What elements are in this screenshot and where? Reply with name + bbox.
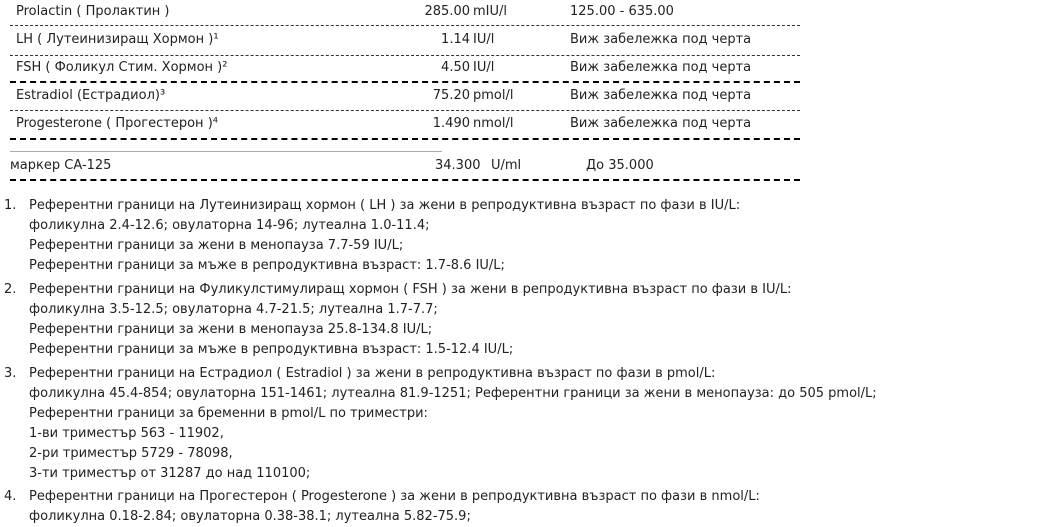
result-row-fsh (10, 56, 800, 84)
footnote-line: Референтни граници на Естрадиол ( Estradiol ) за жени в репродуктивна възраст по фази в pmol/L: (29, 366, 716, 381)
test-value: 75.20 (432, 88, 470, 103)
footnote-line: Референтни граници за мъже в репродуктивна възраст: 1.5-12.4 IU/L; (29, 342, 514, 357)
test-value: 1.14 (441, 32, 470, 47)
footnote-line: Референтни граници за мъже в репродуктивна възраст: 1.7-8.6 IU/L; (29, 258, 505, 273)
test-unit: nmol/l (473, 116, 514, 131)
test-name: FSH ( Фоликул Стим. Хормон )² (16, 60, 228, 75)
footnote-line: 1-ви триместър 563 - 11902, (29, 426, 224, 441)
result-row-ca125 (10, 155, 810, 179)
test-value: 285.00 (424, 4, 470, 19)
test-unit: U/ml (491, 158, 522, 173)
footnote-line: Референтни граници на Фуликулстимулиращ хормон ( FSH ) за жени в репродуктивна възраст по фази в IU/L: (29, 282, 792, 297)
section-divider (10, 179, 800, 181)
footnote-line: 3-ти триместър от 31287 до над 110100; (29, 466, 311, 481)
test-unit: IU/l (473, 60, 495, 75)
footnote-line: Референтни граници за жени в менопауза 7.7-59 IU/L; (29, 238, 404, 253)
footnote-line: фоликулна 3.5-12.5; овулаторна 4.7-21.5; лутеална 1.7-7.7; (29, 302, 438, 317)
test-reference: Виж забележка под черта (570, 88, 752, 103)
footnote-number: 3. (4, 366, 17, 381)
section-divider (10, 81, 800, 83)
test-value: 1.490 (432, 116, 470, 131)
test-unit: mIU/l (473, 4, 508, 19)
test-name: Prolactin ( Пролактин ) (16, 4, 170, 19)
section-divider (10, 138, 800, 140)
test-reference: Виж забележка под черта (570, 32, 752, 47)
result-row-progesterone (10, 112, 800, 140)
test-reference: Виж забележка под черта (570, 60, 752, 75)
result-row-lh (10, 28, 800, 56)
test-reference: Виж забележка под черта (570, 116, 752, 131)
footnote-number: 1. (4, 198, 17, 213)
separator-line (10, 151, 442, 152)
footnote-line: фоликулна 2.4-12.6; овулаторна 14-96; лутеална 1.0-11.4; (29, 218, 430, 233)
footnote-line: Референтни граници на Лутеинизиращ хормон ( LH ) за жени в репродуктивна възраст по фази в IU/L: (29, 198, 741, 213)
footnote-line: Референтни граници на Прогестерон ( Progesterone ) за жени в репродуктивна възраст по фази в nmol/L: (29, 489, 760, 504)
test-unit: IU/l (473, 32, 495, 47)
test-reference: 125.00 - 635.00 (570, 4, 674, 19)
test-value: 4.50 (441, 60, 470, 75)
footnote-number: 2. (4, 282, 17, 297)
footnote-line: 2-ри триместър 5729 - 78098, (29, 446, 233, 461)
test-reference: До 35.000 (586, 158, 654, 173)
footnote-number: 4. (4, 489, 17, 504)
row-divider (10, 25, 800, 26)
footnote-line: Референтни граници за бременни в pmol/L по триместри: (29, 406, 428, 421)
test-value: 34.300 (435, 158, 481, 173)
footnote-line: фоликулна 45.4-854; овулаторна 151-1461; лутеална 81.9-1251; Референтни граници за жени в менопауза: до 505 pmol/L; (29, 386, 877, 401)
test-name: Progesterone ( Прогестерон )⁴ (16, 116, 218, 131)
footnote-line: фоликулна 0.18-2.84; овулаторна 0.38-38.1; лутеална 5.82-75.9; (29, 509, 471, 524)
test-name: Estradiol (Естрадиол)³ (16, 88, 166, 103)
test-name: LH ( Лутеинизиращ Хормон )¹ (16, 32, 219, 47)
test-unit: pmol/l (473, 88, 514, 103)
test-name: маркер CA-125 (10, 158, 112, 173)
result-row-estradiol (10, 84, 800, 112)
footnote-line: Референтни граници за жени в менопауза 25.8-134.8 IU/L; (29, 322, 433, 337)
row-divider (10, 110, 800, 111)
result-row-prolactin (10, 0, 800, 28)
